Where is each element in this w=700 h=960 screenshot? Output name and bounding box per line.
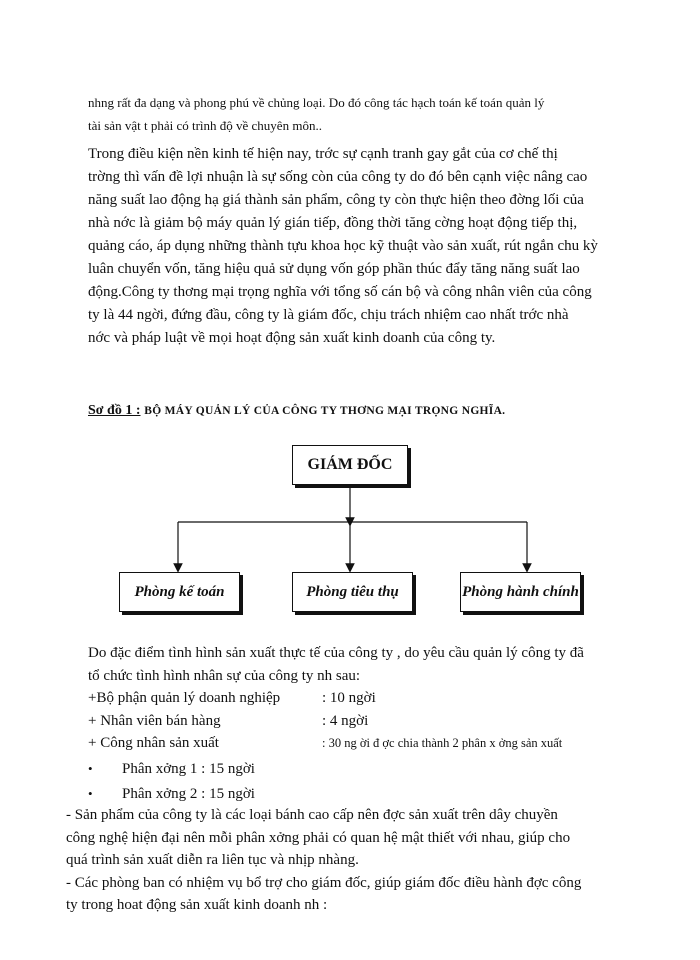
paragraph-3-line: Do đặc điểm tình hình sản xuất thực tế của công ty , do yêu cầu quản lý công ty đã [88,645,584,661]
paragraph-2-line: quảng cáo, áp dụng những thành tựu khoa học kỹ thuật vào sản xuất, rút ngắn chu kỳ [88,238,598,254]
paragraph-2-line: luân chuyển vốn, tăng hiệu quả sử dụng vốn góp phần thúc đẩy tăng năng suất lao [88,261,580,277]
paragraph-4-line: quá trình sản xuất diễn ra liên tục và nhịp nhàng. [66,852,359,868]
paragraph-2-line: nhà nớc là giảm bộ máy quản lý gián tiếp, đồng thời tăng cờng hoạt động tiếp thị, [88,215,578,231]
paragraph-2-line: động.Công ty thơng mại trọng nghĩa với tổng số cán bộ và công nhân viên của công [88,284,592,300]
bullet-icon: • [88,786,93,801]
staff-value: : 10 ngời [322,690,376,706]
diagram-caption [88,400,505,421]
bullet-icon: • [88,761,93,776]
paragraph-1-line-1: nhng rất đa dạng và phong phú về chủng loại. Do đó công tác hạch toán kế toán quản lý [88,95,545,110]
paragraph-1-line-2: tài sản vật t phải có trình độ về chuyên môn.. [88,118,322,133]
paragraph-2-line: năng suất lao động hạ giá thành sản phẩm, công ty còn thực hiện theo đờng lối của [88,192,584,208]
org-box-director: GIÁM ĐỐC [292,445,408,485]
paragraph-4-line: công nghệ hiện đại nên mỗi phân xởng phải có quan hệ mật thiết với nhau, giúp cho [66,830,571,846]
paragraph-2-line: ty là 44 ngời, đứng đầu, công ty là giám đốc, chịu trách nhiệm cao nhất trớc nhà [88,307,569,323]
org-box-administration: Phòng hành chính [460,572,581,612]
paragraph-4-line: - Sản phẩm của công ty là các loại bánh cao cấp nên đợc sản xuất trên dây chuyền [66,807,558,823]
staff-label: + Nhân viên bán hàng [88,713,221,729]
diagram-caption-text: BỘ MÁY QUẢN LÝ CỦA CÔNG TY THƠNG MẠI TRỌNG NGHĨA. [144,405,506,417]
paragraph-2-line: nớc và pháp luật về mọi hoạt động sản xuất kinh doanh của công ty. [88,330,496,346]
org-box-sales: Phòng tiêu thụ [292,572,413,612]
staff-label: +Bộ phận quản lý doanh nghiệp [88,690,281,706]
diagram-caption-lead: Sơ đồ 1 : [88,403,141,418]
paragraph-2-line: Trong điều kiện nền kinh tế hiện nay, trớc sự cạnh tranh gay gắt của cơ chế thị [88,146,558,162]
paragraph-4-line: - Các phòng ban có nhiệm vụ bổ trợ cho giám đốc, giúp giám đốc điều hành đợc công [66,875,582,891]
staff-value: : 30 ng ời đ ợc chia thành 2 phân x ởng sản xuất [322,736,563,750]
paragraph-3-line: tổ chức tình hình nhân sự của công ty nh sau: [88,668,361,684]
workshop-item: Phân xởng 2 : 15 ngời [122,786,255,802]
paragraph-4-line: ty trong hoat động sản xuất kinh doanh nh : [66,897,328,913]
org-box-accounting: Phòng kế toán [119,572,240,612]
staff-label: + Công nhân sản xuất [88,735,219,751]
workshop-item: Phân xởng 1 : 15 ngời [122,761,255,777]
paragraph-2-line: trờng thì vấn đề lợi nhuận là sự sống còn của công ty do đó bên cạnh việc nâng cao [88,169,588,185]
staff-value: : 4 ngời [322,713,369,729]
